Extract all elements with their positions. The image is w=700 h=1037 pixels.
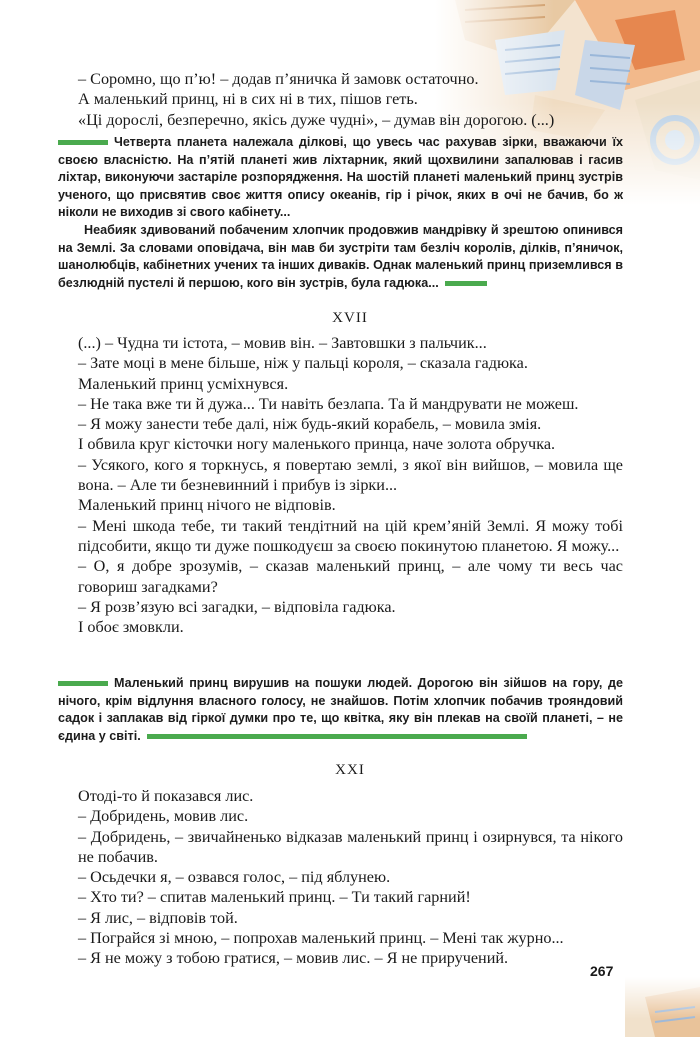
green-bar-left: [58, 681, 108, 686]
summary-box-2: [58, 675, 623, 745]
green-bar-left: [58, 140, 108, 145]
paragraph: – Зате моці в мене більше, ніж у пальці короля, – сказала гадюка.: [78, 354, 528, 373]
paragraph: (...) – Чудна ти істота, – мовив він. – Завтовшки з пальчик...: [78, 334, 487, 352]
paragraph: І обоє змовкли.: [78, 618, 184, 637]
summary-paragraph: Четверта планета належала ділкові, що увесь час рахував зірки, вважаючи їх своєю власністю. На п’ятій планеті жив ліхтарник, який щохвилини запалював і гасив ліхтар, виконуючи застаріле розпорядження. На шостій планеті маленький принц зустрів ученого, що присвятив своє життя опису океанів, гір і річок, яких в очі не бачив, бо ж ніколи не виходив зі свого кабінету...: [58, 135, 623, 220]
paragraph: – Хто ти? – спитав маленький принц. – Ти такий гарний!: [78, 888, 471, 907]
paragraph: Отоді-то й показався лис.: [78, 787, 254, 805]
summary-paragraph: Маленький принц вирушив на пошуки людей. Дорогою він зійшов на гору, де нічого, крім відлуння власного голосу, не знайшов. Потім хлопчик побачив трояндовий садок і заплакав від гіркої думки про те, що квітка, яку він плекав на своїй планеті, – не єдина у світі.: [58, 676, 623, 743]
paragraph: – Не така вже ти й дужа... Ти навіть безлапа. Та й мандрувати не можеш.: [78, 394, 579, 413]
paragraph: – Добридень, – звичайненько відказав маленький принц і озирнувся, та нікого не побачив.: [78, 827, 623, 866]
paragraph: Маленький принц усміхнувся.: [78, 374, 289, 393]
paragraph: – Мені шкода тебе, ти такий тендітний на цій крем’яній Землі. Я можу тобі підсобити, якщо ти дуже пошкодуєш за своєю покинутою планетою. Я можу...: [78, 516, 623, 555]
green-bar-right: [445, 281, 487, 286]
text-block-3: [78, 786, 623, 969]
paragraph: І обвила круг кісточки ногу маленького принца, наче золота обручка.: [78, 435, 556, 454]
paragraph: – Я можу занести тебе далі, ніж будь-який корабель, – мовила змія.: [78, 415, 542, 434]
summary-paragraph: Неабияк здивований побаченим хлопчик продовжив мандрівку й зрештою опинився на Землі. За словами оповідача, він мав би зустріти там безліч королів, ділків, п’яничок, шанолюбців, кабінетних учених та інших диваків. Однак маленький принц приземлився в безлюдній пустелі й першою, кого він зустрів, була гадюка...: [58, 222, 623, 290]
green-bar-right: [147, 734, 527, 739]
paragraph: – Соромно, що п’ю! – додав п’яничка й замовк остаточно.: [78, 70, 479, 88]
paragraph: – Добридень, мовив лис.: [78, 807, 249, 826]
page-number: 267: [590, 963, 614, 979]
paragraph: А маленький принц, ні в сих ні в тих, пішов геть.: [78, 90, 418, 109]
chapter-heading: XVII: [332, 310, 368, 326]
paragraph: – Я не можу з тобою гратися, – мовив лис. – Я не приручений.: [78, 949, 509, 968]
text-block-2: [78, 333, 623, 637]
text-block-1: [78, 69, 623, 130]
chapter-heading: XXI: [335, 762, 365, 778]
paragraph: – О, я добре зрозумів, – сказав маленький принц, – але чому ти весь час говориш загадками?: [78, 557, 623, 596]
paragraph: – Я лис, – відповів той.: [78, 908, 238, 927]
paragraph: – Осьдечки я, – озвався голос, – під яблунею.: [78, 868, 391, 887]
summary-box-1: [58, 134, 623, 292]
paragraph: – Усякого, кого я торкнусь, я повертаю землі, з якої він вийшов, – мовила ще вона. – Але ти безневинний і прибув із зірки...: [78, 455, 623, 495]
paragraph: Маленький принц нічого не відповів.: [78, 496, 336, 515]
paragraph: – Я розв’язую всі загадки, – відповіла гадюка.: [78, 597, 396, 616]
paragraph: – Пограйся зі мною, – попрохав маленький принц. – Мені так журно...: [78, 929, 564, 948]
paragraph: «Ці дорослі, безперечно, якісь дуже чудні», – думав він дорогою. (...): [78, 110, 555, 129]
